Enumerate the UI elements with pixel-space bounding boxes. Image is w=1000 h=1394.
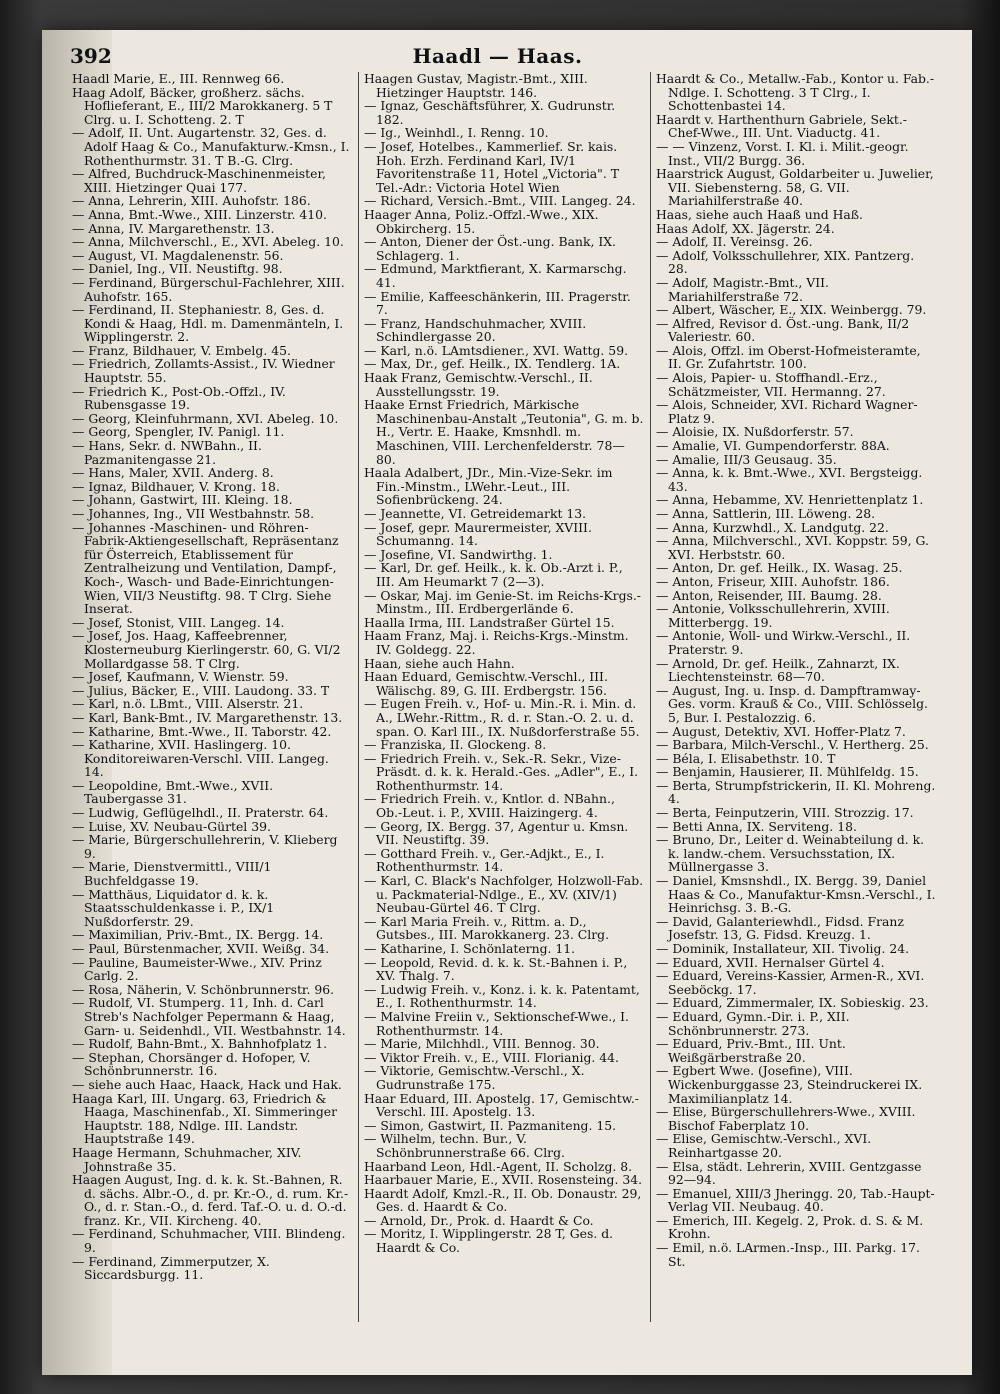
directory-entry: — Rudolf, VI. Stumperg. 11, Inh. d. Carl Streb's Nachfolger Pepermann & Haag, Garn- u. Seidenhdl., VII. Westbahnstr. 14. [72,995,346,1038]
directory-entry: — Simon, Gastwirt, II. Pazmaniteng. 15. [364,1117,617,1133]
directory-entry: — Eduard, Priv.-Bmt., III. Unt. Weißgärberstraße 20. [656,1036,846,1065]
directory-entry: — Adolf, II. Unt. Augartenstr. 32, Ges. d. Adolf Haag & Co., Manufakturw.-Kmsn., I. Rothenthurmstr. 31. T B.-G. Clrg. [72,125,350,168]
directory-entry: — Franziska, II. Glockeng. 8. [364,737,547,753]
directory-entry: — Amalie, III/3 Geusaug. 35. [656,451,837,467]
directory-entry: — Rosa, Näherin, V. Schönbrunnerstr. 96. [72,981,335,997]
directory-entry: — Benjamin, Hausierer, II. Mühlfeldg. 15. [656,764,919,780]
directory-entry: — Georg, IX. Bergg. 37, Agentur u. Kmsn. VII. Neustiftg. 39. [364,818,629,848]
directory-entry: — Pauline, Baumeister-Wwe., XIV. Prinz Carlg. 2. [72,954,322,984]
directory-entry: — Anna, Kurzwhdl., X. Landgutg. 22. [656,519,889,535]
directory-entry: — Ludwig, Geflügelhdl., II. Praterstr. 64. [72,805,329,821]
directory-entry: — Viktorie, Gemischtw.-Verschl., X. Gudrunstraße 175. [364,1063,585,1092]
directory-entry: — Ferdinand, II. Stephaniestr. 8, Ges. d. Kondi & Haag, Hdl. m. Damenmänteln, I. Wipplingerstr. 2. [72,302,344,345]
directory-entry: Haan, siehe auch Hahn. [364,655,515,671]
directory-entry: — Friedrich K., Post-Ob.-Offzl., IV. Rubensgasse 19. [72,383,286,413]
directory-entry: — Barbara, Milch-Verschl., V. Hertherg. 25. [656,737,929,753]
directory-entry: — Karl, n.ö. LBmt., VIII. Alserstr. 21. [72,696,304,712]
directory-column-right [656,72,942,1322]
directory-entry: — Elise, Bürgerschullehrers-Wwe., XVIII. Bischof Faberplatz 10. [656,1104,916,1133]
directory-entry: — Karl, Bank-Bmt., IV. Margarethenstr. 13. [72,709,343,725]
directory-entry: — Anton, Diener der Öst.-ung. Bank, IX. Schlagerg. 1. [364,234,616,263]
directory-entry: — Egbert Wwe. (Josefine), VIII. Wickenburggasse 23, Steindruckerei IX. Maximilianplatz 14. [656,1063,923,1106]
directory-entry: — Elsa, städt. Lehrerin, XVIII. Gentzgasse 92—94. [656,1158,922,1188]
directory-entry: — Betti Anna, IX. Serviteng. 18. [656,818,857,834]
directory-entry: — Anton, Reisender, III. Baumg. 28. [656,587,882,603]
directory-entry: — Anton, Friseur, XIII. Auhofstr. 186. [656,573,890,589]
directory-entry: — Johannes -Maschinen- und Röhren-Fabrik-Aktiengesellschaft, Repräsentanz für Österreich, Etablissement für Zentralheizung und Ventilation, Dampf-, Koch-, Wasch- und Bade-Einrichtungen-Wien, VII/3 Neustiftg. 98. T Clrg. Siehe Inserat. [72,519,339,617]
directory-entry: Haak Franz, Gemischtw.-Verschl., II. Ausstellungsstr. 19. [364,370,593,399]
directory-entry: — Eduard, Vereins-Kassier, Armen-R., XVI. Seeböckg. 17. [656,968,925,997]
directory-entry: Haan Eduard, Gemischtw.-Verschl., III. Wälischg. 89, G. III. Erdbergstr. 156. [364,669,608,698]
directory-entry: — Anna, Milchverschl., E., XVI. Abeleg. 10. [72,234,344,250]
directory-entry: Haardt Adolf, Kmzl.-R., II. Ob. Donaustr. 29, Ges. d. Haardt & Co. [364,1185,642,1215]
directory-entry: — Anna, Bmt.-Wwe., XIII. Linzerstr. 410. [72,206,327,222]
directory-entry: — Matthäus, Liquidator d. k. k. Staatsschuldenkasse i. P., IX/1 Nußdorferstr. 29. [72,886,275,929]
directory-entry: — Eduard, Zimmermaler, IX. Sobieskig. 23. [656,995,929,1011]
directory-entry: — Leopoldine, Bmt.-Wwe., XVII. Taubergasse 31. [72,777,274,807]
directory-entry: — Friedrich Freih. v., Kntlor. d. NBahn., Ob.-Leut. i. P., XVIII. Haizingerg. 4. [364,791,615,821]
directory-entry: — Katharine, I. Schönlaterng. 11. [364,941,576,956]
directory-entry: Haadl Marie, E., III. Rennweg 66. [72,71,285,86]
directory-entry: — Gotthard Freih. v., Ger.-Adjkt., E., I. Rothenthurmstr. 14. [364,845,605,875]
directory-entry: — Josef, Hotelbes., Kammerlief. Sr. kais. Hoh. Erzh. Ferdinand Karl, IV/1 Favoritenstraße 11, Hotel „Victoria". T Tel.-Adr.: Victoria Hotel Wien [364,138,620,195]
directory-entry: — Anna, Hebamme, XV. Henriettenplatz 1. [656,492,924,508]
directory-entry: — Alfred, Buchdruck-Maschinenmeister, XIII. Hietzinger Quai 177. [72,166,326,195]
directory-entry: — Ferdinand, Zimmerputzer, X. Siccardsburgg. 11. [72,1253,270,1283]
directory-entry: — Alois, Papier- u. Stoffhandl.-Erz., Schätzmeister, VII. Hermanng. 27. [656,370,886,399]
directory-entry: — Arnold, Dr., Prok. d. Haardt & Co. [364,1212,594,1228]
directory-entry: — Arnold, Dr. gef. Heilk., Zahnarzt, IX. Liechtensteinstr. 68—70. [656,655,900,685]
directory-entry: Haas Adolf, XX. Jägerstr. 24. [656,220,835,236]
directory-entry: Haaga Karl, III. Ungarg. 63, Friedrich & Haaga, Maschinenfab., XI. Simmeringer Hauptstr. 188, Ndlge. III. Landstr. Hauptstraße 149. [72,1090,338,1147]
directory-entry: — August, Ing. u. Insp. d. Dampftramway-Ges. vorm. Krauß & Co., VIII. Schlösselg. 5, Bur. I. Pestalozzig. 6. [656,682,928,725]
directory-entry: — Maximilian, Priv.-Bmt., IX. Bergg. 14. [72,927,324,943]
directory-entry: Haake Ernst Friedrich, Märkische Maschinenbau-Anstalt „Teutonia", G. m. b. H., Vertr. E. Haake, Kmsnhdl. m. Maschinen, VIII. Lerchenfelderstr. 78—80. [364,397,644,467]
directory-entry: — Johann, Gastwirt, III. Kleing. 18. [72,492,293,508]
directory-entry: Haagen Gustav, Magistr.-Bmt., XIII. Hietzinger Hauptstr. 146. [364,71,588,100]
directory-entry: — Ignaz, Bildhauer, V. Krong. 18. [72,478,280,494]
directory-entry: — August, VI. Magdalenenstr. 56. [72,247,284,263]
directory-entry: — Daniel, Kmsnshdl., IX. Bergg. 39, Daniel Haas & Co., Manufaktur-Kmsn.-Verschl., I. Heinrichsg. 3. B.-G. [656,873,936,916]
directory-entry: — Berta, Strumpfstrickerin, II. Kl. Mohreng. 4. [656,777,936,807]
directory-entry: — Albert, Wäscher, E., XIX. Weinbergg. 79. [656,302,927,318]
directory-entry: Haarstrick August, Goldarbeiter u. Juwelier, VII. Siebensterng. 58, G. VII. Mariahilferstraße 40. [656,166,934,209]
directory-entry: Haala Adalbert, JDr., Min.-Vize-Sekr. im Fin.-Minstm., LWehr.-Leut., III. Sofienbrückeng. 24. [364,465,613,508]
directory-entry: — Georg, Spengler, IV. Panigl. 11. [72,424,285,440]
directory-entry: — Viktor Freih. v., E., VIII. Florianig. 44. [364,1049,619,1065]
directory-entry: — Georg, Kleinfuhrmann, XVI. Abeleg. 10. [72,410,339,426]
directory-entry: Haarband Leon, Hdl.-Agent, II. Scholzg. 8. [364,1158,633,1174]
directory-entry: — Karl, n.ö. LAmtsdiener., XVI. Wattg. 59. [364,342,629,358]
directory-entry: — Marie, Milchhdl., VIII. Bennog. 30. [364,1036,600,1052]
directory-column-middle [364,72,651,1322]
directory-entry: Haas, siehe auch Haaß und Haß. [656,206,863,222]
directory-entry: — Karl Maria Freih. v., Rittm. a. D., Gutsbes., III. Marokkanerg. 23. Clrg. [364,913,610,943]
directory-entry: — Ignaz, Geschäftsführer, X. Gudrunstr. 182. [364,98,616,127]
directory-entry: — Antonie, Volksschullehrerin, XVIII. Mitterbergg. 19. [656,601,890,630]
directory-entry: — Ludwig Freih. v., Konz. i. k. k. Patentamt, E., I. Rothenthurmstr. 14. [364,981,640,1011]
directory-entry: — Josef, gepr. Maurermeister, XVIII. Schumanng. 14. [364,519,592,549]
directory-entry: — Stephan, Chorsänger d. Hofoper, V. Schönbrunnerstr. 16. [72,1049,311,1079]
directory-entry: — Josef, Jos. Haag, Kaffeebrenner, Klosterneuburg Kierlingerstr. 60, G. VI/2 Mollardgasse 58. T Clrg. [72,628,341,671]
directory-entry: — Anna, k. k. Bmt.-Wwe., XVI. Bergsteigg. 43. [656,465,923,494]
directory-entry: — siehe auch Haac, Haack, Hack und Hak. [72,1076,342,1092]
directory-entry: — Daniel, Ing., VII. Neustiftg. 98. [72,261,283,277]
directory-entry: — Berta, Feinputzerin, VIII. Strozzig. 17. [656,805,914,821]
directory-entry: Haar Eduard, III. Apostelg. 17, Gemischtw.-Verschl. III. Apostelg. 13. [364,1090,639,1120]
directory-entry: — Moritz, I. Wipplingerstr. 28 T, Ges. d. Haardt & Co. [364,1226,614,1256]
directory-entry: — Amalie, VI. Gumpendorferstr. 88A. [656,438,890,454]
directory-entry: — Max, Dr., gef. Heilk., IX. Tendlerg. 1A. [364,356,621,372]
directory-entry: Haardt v. Harthenthurn Gabriele, Sekt.-Chef-Wwe., III. Unt. Viaductg. 41. [656,111,907,141]
directory-entry: — Marie, Dienstvermittl., VIII/1 Buchfeldgasse 19. [72,859,272,889]
directory-entry: — David, Galanteriewhdl., Fidsd. Franz Josefstr. 13, G. Fidsd. Kreuzg. 1. [656,913,904,943]
directory-entry: — Luise, XV. Neubau-Gürtel 39. [72,818,271,834]
directory-entry: — Elise, Gemischtw.-Verschl., XVI. Reinhartgasse 20. [656,1131,872,1160]
directory-entry: — Ferdinand, Schuhmacher, VIII. Blindeng. 9. [72,1226,346,1256]
directory-entry: — Edmund, Marktfierant, X. Karmarschg. 41. [364,261,627,290]
directory-entry: — Oskar, Maj. im Genie-St. im Reichs-Krgs.-Minstm., III. Erdbergerlände 6. [364,587,641,617]
directory-entry: — Béla, I. Elisabethstr. 10. T [656,750,836,766]
directory-entry: Haarbauer Marie, E., XVII. Rosensteing. 34. [364,1172,643,1188]
directory-entry: — Antonie, Woll- und Wirkw.-Verschl., II. Praterstr. 9. [656,628,911,657]
directory-entry: — Anna, IV. Margarethenstr. 13. [72,220,275,236]
directory-entry: — Karl, C. Black's Nachfolger, Holzwoll-Fab. u. Packmaterial-Ndlge., E., XV. (XIV/1) Neubau-Gürtel 46. T Clrg. [364,873,644,916]
directory-entry: Haage Hermann, Schuhmacher, XIV. Johnstraße 35. [72,1144,302,1174]
directory-entry: Haalla Irma, III. Landstraßer Gürtel 15. [364,614,615,630]
directory-entry: — Leopold, Revid. d. k. k. St.-Bahnen i. P., XV. Thalg. 7. [364,954,628,984]
directory-entry: — Ig., Weinhdl., I. Renng. 10. [364,125,549,141]
directory-entry: — Josef, Kaufmann, V. Wienstr. 59. [72,669,289,685]
directory-entry: — Emerich, III. Kegelg. 2, Prok. d. S. & M. Krohn. [656,1212,924,1242]
directory-entry: — Alois, Offzl. im Oberst-Hofmeisteramte, II. Gr. Zufahrtstr. 100. [656,342,921,372]
directory-entry: — Anna, Lehrerin, XIII. Auhofstr. 186. [72,193,311,209]
directory-entry: — Karl, Dr. gef. Heilk., k. k. Ob.-Arzt i. P., III. Am Heumarkt 7 (2—3). [364,560,623,589]
directory-column-left [72,72,359,1322]
directory-entry: — Julius, Bäcker, E., VIII. Laudong. 33. T [72,682,330,698]
directory-entry: — Friedrich Freih. v., Sek.-R. Sekr., Vize-Präsdt. d. k. k. Herald.-Ges. „Adler", E., I. Rothenthurmstr. 14. [364,750,639,793]
directory-entry: — Eduard, Gymn.-Dir. i. P., XII. Schönbrunnerstr. 273. [656,1008,850,1038]
directory-entry: — Richard, Versich.-Bmt., VIII. Langeg. 24. [364,193,636,209]
directory-entry: — Alois, Schneider, XVI. Richard Wagner-Platz 9. [656,397,918,426]
directory-entry: — Anton, Dr. gef. Heilk., IX. Wasag. 25. [656,560,903,576]
directory-entry: — Aloisie, IX. Nußdorferstr. 57. [656,424,854,440]
directory-entry: Haag Adolf, Bäcker, großherz. sächs. Hoflieferant, E., III/2 Marokkanerg. 5 T Clrg. u. I. Schotteng. 2. T [72,84,333,127]
directory-entry: — Johannes, Ing., VII Westbahnstr. 58. [72,506,315,521]
directory-entry: — Anna, Sattlerin, III. Löweng. 28. [656,506,876,521]
directory-entry: — Josefine, VI. Sandwirthg. 1. [364,546,553,562]
directory-entry: — — Vinzenz, Vorst. I. Kl. i. Milit.-geogr. Inst., VII/2 Burgg. 36. [656,138,909,168]
running-headword: Haadl — Haas. [412,44,583,68]
directory-entry: — August, Detektiv, XVI. Hoffer-Platz 7. [656,723,906,739]
directory-entry: — Adolf, II. Vereinsg. 26. [656,234,813,250]
directory-entry: Haager Anna, Poliz.-Offzl.-Wwe., XIX. Obkircherg. 15. [364,206,599,236]
directory-entry: — Ferdinand, Bürgerschul-Fachlehrer, XIII. Auhofstr. 165. [72,274,345,304]
page-number: 392 [70,44,112,68]
directory-entry: — Franz, Bildhauer, V. Embelg. 45. [72,342,291,358]
directory-entry: — Anna, Milchverschl., XVI. Koppstr. 59, G. XVI. Herbststr. 60. [656,533,929,562]
directory-entry: — Hans, Maler, XVII. Anderg. 8. [72,465,274,481]
directory-entry: — Wilhelm, techn. Bur., V. Schönbrunnerstraße 66. Clrg. [364,1131,565,1160]
directory-entry: Haagen August, Ing. d. k. k. St.-Bahnen, R. d. sächs. Albr.-O., d. pr. Kr.-O., d. rum. Kr.-O., d. r. Stan.-O., d. ferd. Taf.-O. u. d. O.-d. franz. Kr., VII. Kircheng. 40. [72,1172,349,1228]
page-header [70,44,925,72]
directory-entry: — Hans, Sekr. d. NWBahn., II. Pazmanitengasse 21. [72,438,262,467]
directory-entry: — Paul, Bürstenmacher, XVII. Weißg. 34. [72,941,330,956]
directory-entry: — Adolf, Magistr.-Bmt., VII. Mariahilferstraße 72. [656,274,829,304]
directory-entry: — Adolf, Volksschullehrer, XIX. Pantzerg. 28. [656,247,915,277]
directory-entry: Haam Franz, Maj. i. Reichs-Krgs.-Minstm. IV. Goldegg. 22. [364,628,629,657]
directory-entry: — Dominik, Installateur, XII. Tivolig. 24. [656,941,910,956]
directory-entry: — Alfred, Revisor d. Öst.-ung. Bank, II/2 Valeriestr. 60. [656,315,910,345]
directory-entry: Haardt & Co., Metallw.-Fab., Kontor u. Fab.-Ndlge. I. Schotteng. 3 T Clrg., I. Schottenbastei 14. [656,71,935,114]
directory-entry: — Katharine, Bmt.-Wwe., II. Taborstr. 42. [72,723,332,739]
directory-entry: — Malvine Freiin v., Sektionschef-Wwe., I. Rothenthurmstr. 14. [364,1008,629,1038]
directory-entry: — Bruno, Dr., Leiter d. Weinabteilung d. k. k. landw.-chem. Versuchsstation, IX. Müllnergasse 3. [656,832,925,875]
directory-columns [72,72,942,1322]
directory-entry: — Emil, n.ö. LArmen.-Insp., III. Parkg. 17. St. [656,1240,920,1269]
directory-entry: — Eduard, XVII. Hernalser Gürtel 4. [656,954,885,970]
directory-entry: — Franz, Handschuhmacher, XVIII. Schindlergasse 20. [364,315,587,345]
directory-entry: — Jeannette, VI. Getreidemarkt 13. [364,506,587,521]
directory-entry: — Emilie, Kaffeeschänkerin, III. Pragerstr. 7. [364,288,631,318]
directory-entry: — Katharine, XVII. Haslingerg. 10. Konditoreiwaren-Verschl. VIII. Langeg. 14. [72,737,329,780]
directory-entry: — Josef, Stonist, VIII. Langeg. 14. [72,614,285,630]
directory-entry: — Rudolf, Bahn-Bmt., X. Bahnhofplatz 1. [72,1036,328,1052]
directory-entry: — Eugen Freih. v., Hof- u. Min.-R. i. Min. d. A., LWehr.-Rittm., R. d. r. Stan.-O. 2. u. d. span. O. Karl III., IX. Nußdorferstraße 55. [364,696,640,739]
directory-entry: — Emanuel, XIII/3 Jheringg. 20, Tab.-Haupt-Verlag VII. Neubaug. 40. [656,1185,935,1215]
directory-entry: — Marie, Bürgerschullehrerin, V. Klieberg 9. [72,832,338,861]
directory-entry: — Friedrich, Zollamts-Assist., IV. Wiedner Hauptstr. 55. [72,356,335,386]
